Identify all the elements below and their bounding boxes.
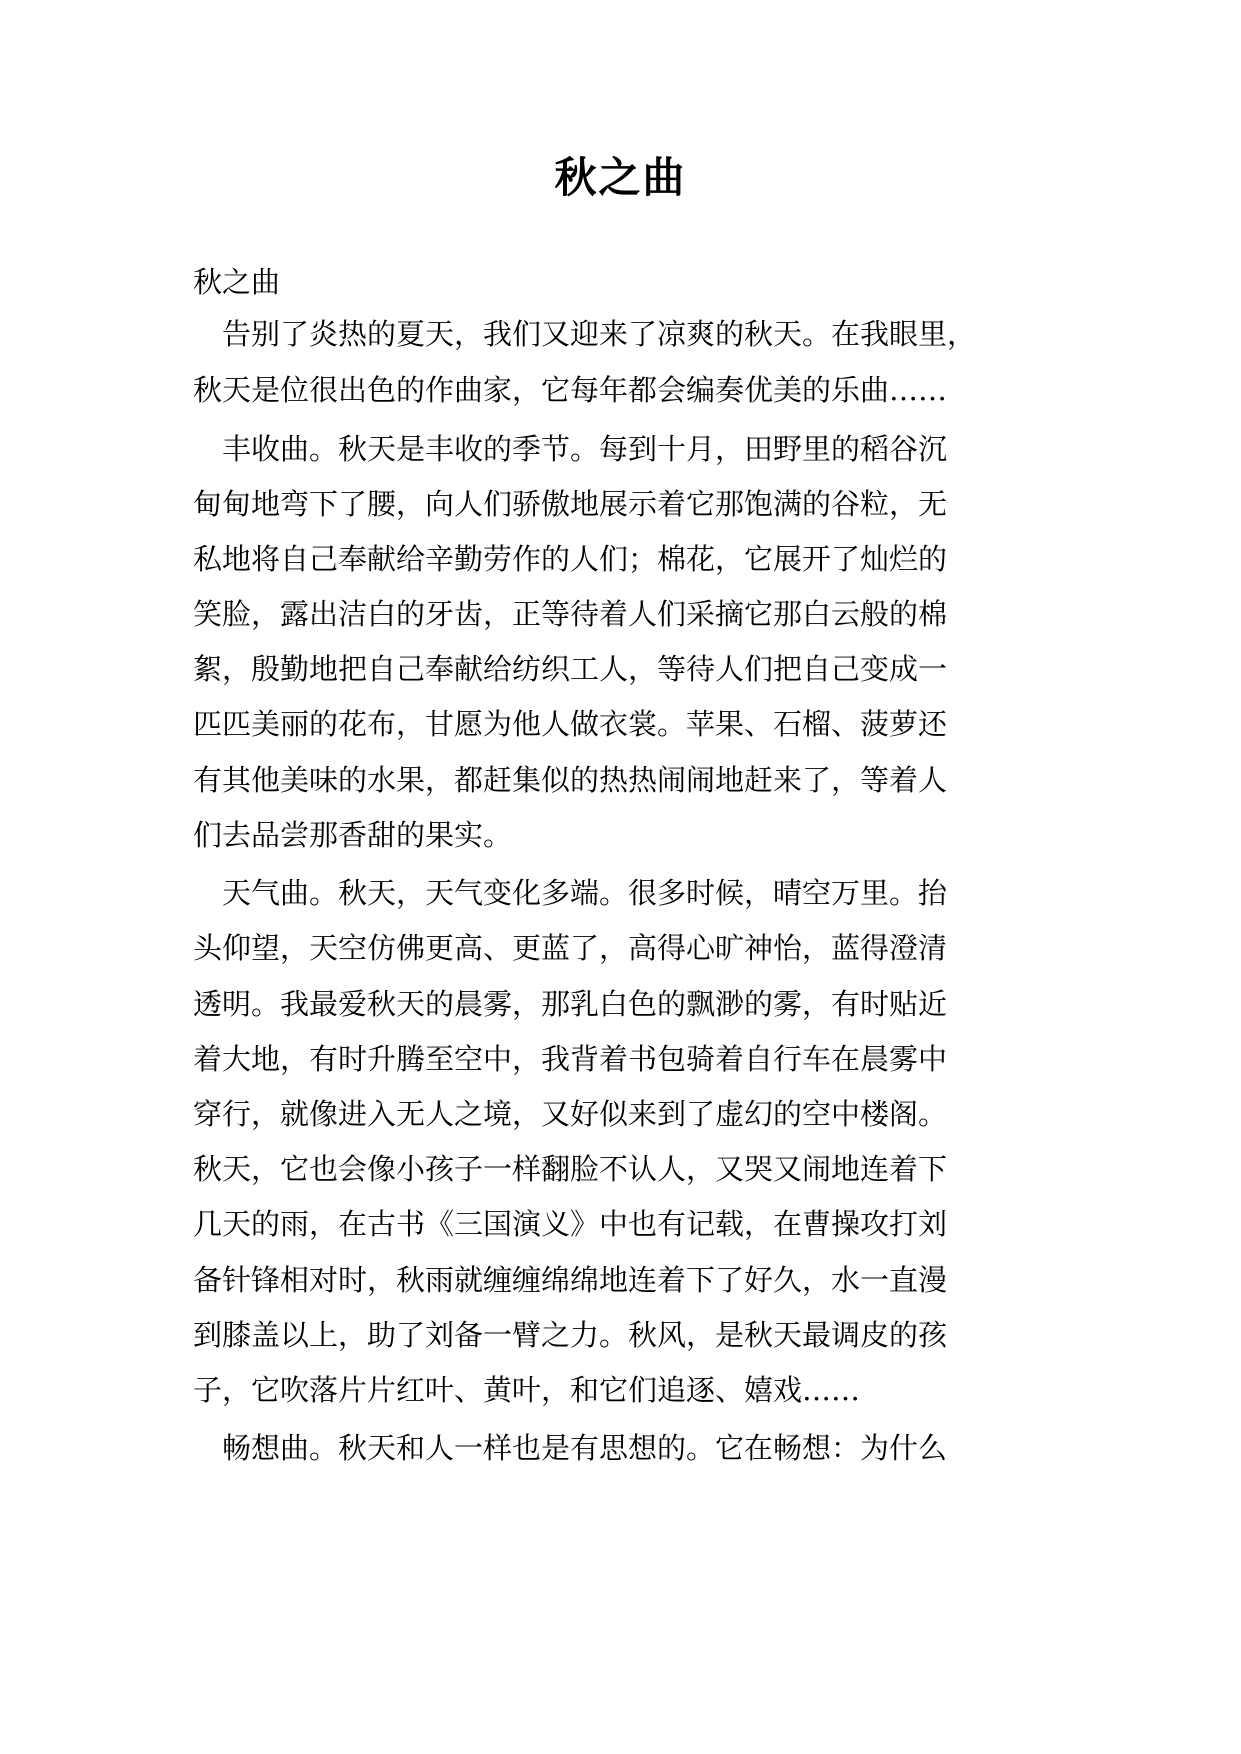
body-line: 头仰望，天空仿佛更高、更蓝了，高得心旷神怡，蓝得澄清 (193, 931, 948, 965)
body-line: 有其他美味的水果，都赶集似的热热闹闹地赶来了，等着人 (193, 763, 948, 797)
body-line: 们去品尝那香甜的果实。 (193, 818, 513, 852)
body-line: 私地将自己奉献给辛勤劳作的人们；棉花，它展开了灿烂的 (193, 542, 948, 576)
body-line: 几天的雨，在古书《三国演义》中也有记载，在曹操攻打刘 (193, 1207, 948, 1241)
body-line: 笑脸，露出洁白的牙齿，正等待着人们采摘它那白云般的棉 (193, 597, 948, 631)
body-line: 穿行，就像进入无人之境，又好似来到了虚幻的空中楼阁。 (193, 1097, 948, 1131)
body-line: 子，它吹落片片红叶、黄叶，和它们追逐、嬉戏…… (193, 1373, 861, 1407)
body-line: 秋天，它也会像小孩子一样翻脸不认人，又哭又闹地连着下 (193, 1152, 948, 1186)
body-line: 着大地，有时升腾至空中，我背着书包骑着自行车在晨雾中 (193, 1042, 948, 1076)
body-line: 告别了炎热的夏天，我们又迎来了凉爽的秋天。在我眼里， (193, 317, 977, 351)
body-line: 天气曲。秋天，天气变化多端。很多时候，晴空万里。抬 (193, 876, 948, 910)
body-line: 丰收曲。秋天是丰收的季节。每到十月，田野里的稻谷沉 (193, 432, 948, 466)
body-line: 絮，殷勤地把自己奉献给纺织工人，等待人们把自己变成一 (193, 652, 948, 686)
body-line: 畅想曲。秋天和人一样也是有思想的。它在畅想：为什么 (193, 1431, 948, 1465)
body-line: 甸甸地弯下了腰，向人们骄傲地展示着它那饱满的谷粒，无 (193, 487, 948, 521)
body-line: 透明。我最爱秋天的晨雾，那乳白色的飘渺的雾，有时贴近 (193, 987, 948, 1021)
body-line: 匹匹美丽的花布，甘愿为他人做衣裳。苹果、石榴、菠萝还 (193, 707, 948, 741)
body-line: 秋天是位很出色的作曲家，它每年都会编奏优美的乐曲…… (193, 373, 948, 407)
body-line: 秋之曲 (193, 265, 281, 299)
document-title: 秋之曲 (554, 153, 687, 202)
body-line: 备针锋相对时，秋雨就缠缠绵绵地连着下了好久，水一直漫 (193, 1263, 948, 1297)
body-line: 到膝盖以上，助了刘备一臂之力。秋风，是秋天最调皮的孩 (193, 1318, 948, 1352)
